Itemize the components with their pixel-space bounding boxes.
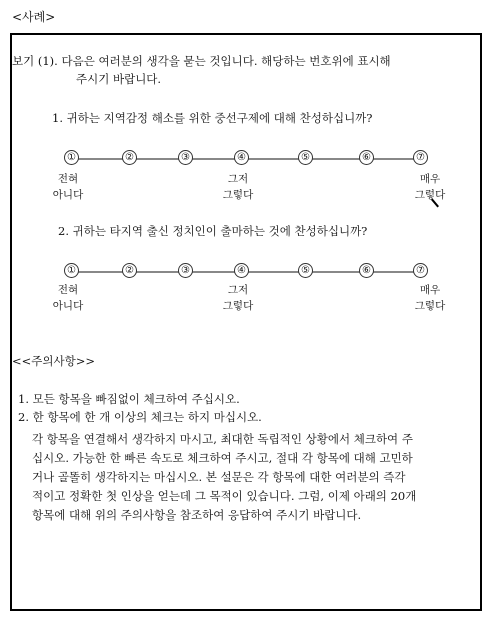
q2-option-7[interactable]: ⑦ <box>413 263 428 278</box>
notes-para-line-5: 항목에 대해 위의 주의사항을 참조하여 응답하여 주시기 바랍니다. <box>32 508 362 522</box>
q2-option-2[interactable]: ② <box>122 263 137 278</box>
notes-para-line-4: 적이고 정확한 첫 인상을 얻는데 그 목적이 있습니다. 그럼, 이제 아래의 20개 <box>32 489 417 503</box>
notes-item-2: 2. 한 항목에 한 개 이상의 체크는 하지 마십시오. <box>18 410 262 424</box>
notes-para-line-1: 각 항목을 연결해서 생각하지 마시고, 최대한 독립적인 상황에서 체크하여 주 <box>32 432 413 446</box>
intro-line-2: 주시기 바랍니다. <box>76 72 162 86</box>
questionnaire-frame <box>10 33 482 611</box>
q1-option-4[interactable]: ④ <box>234 150 249 165</box>
notes-heading: <<주의사항>> <box>12 354 95 368</box>
q1-label-left: 전혀 아니다 <box>52 173 84 201</box>
question-1-text: 1. 귀하는 지역감정 해소를 위한 중선구제에 대해 찬성하십니까? <box>52 111 373 125</box>
q2-label-left: 전혀 아니다 <box>52 284 84 312</box>
q1-option-7[interactable]: ⑦ <box>413 150 428 165</box>
q2-option-4[interactable]: ④ <box>234 263 249 278</box>
q2-option-6[interactable]: ⑥ <box>359 263 374 278</box>
notes-para-line-2: 십시오. 가능한 한 빠른 속도로 체크하여 주시고, 절대 각 항목에 대해 고민하 <box>32 451 413 465</box>
question-2-text: 2. 귀하는 타지역 출신 정치인이 출마하는 것에 찬성하십니까? <box>58 224 368 238</box>
q1-label-mid: 그저 그렇다 <box>222 173 254 201</box>
notes-item-1: 1. 모든 항목을 빠짐없이 체크하여 주십시오. <box>18 392 240 406</box>
notes-para-line-3: 거나 골똘히 생각하지는 마십시오. 본 설문은 각 항목에 대한 여러분의 즉각 <box>32 470 406 484</box>
q2-label-right: 매우 그렇다 <box>414 284 446 312</box>
intro-line-1: 보기 (1). 다음은 여러분의 생각을 묻는 것입니다. 해당하는 번호위에 표시해 <box>12 54 391 68</box>
q2-option-1[interactable]: ① <box>64 263 79 278</box>
q2-option-5[interactable]: ⑤ <box>298 263 313 278</box>
q1-option-3[interactable]: ③ <box>178 150 193 165</box>
q1-option-2[interactable]: ② <box>122 150 137 165</box>
section-tag: <사례> <box>12 10 56 24</box>
q1-option-6[interactable]: ⑥ <box>359 150 374 165</box>
q2-option-3[interactable]: ③ <box>178 263 193 278</box>
q1-option-1[interactable]: ① <box>64 150 79 165</box>
q1-label-right: 매우 그렇다 <box>414 173 446 201</box>
q2-label-mid: 그저 그렇다 <box>222 284 254 312</box>
q1-option-5[interactable]: ⑤ <box>298 150 313 165</box>
